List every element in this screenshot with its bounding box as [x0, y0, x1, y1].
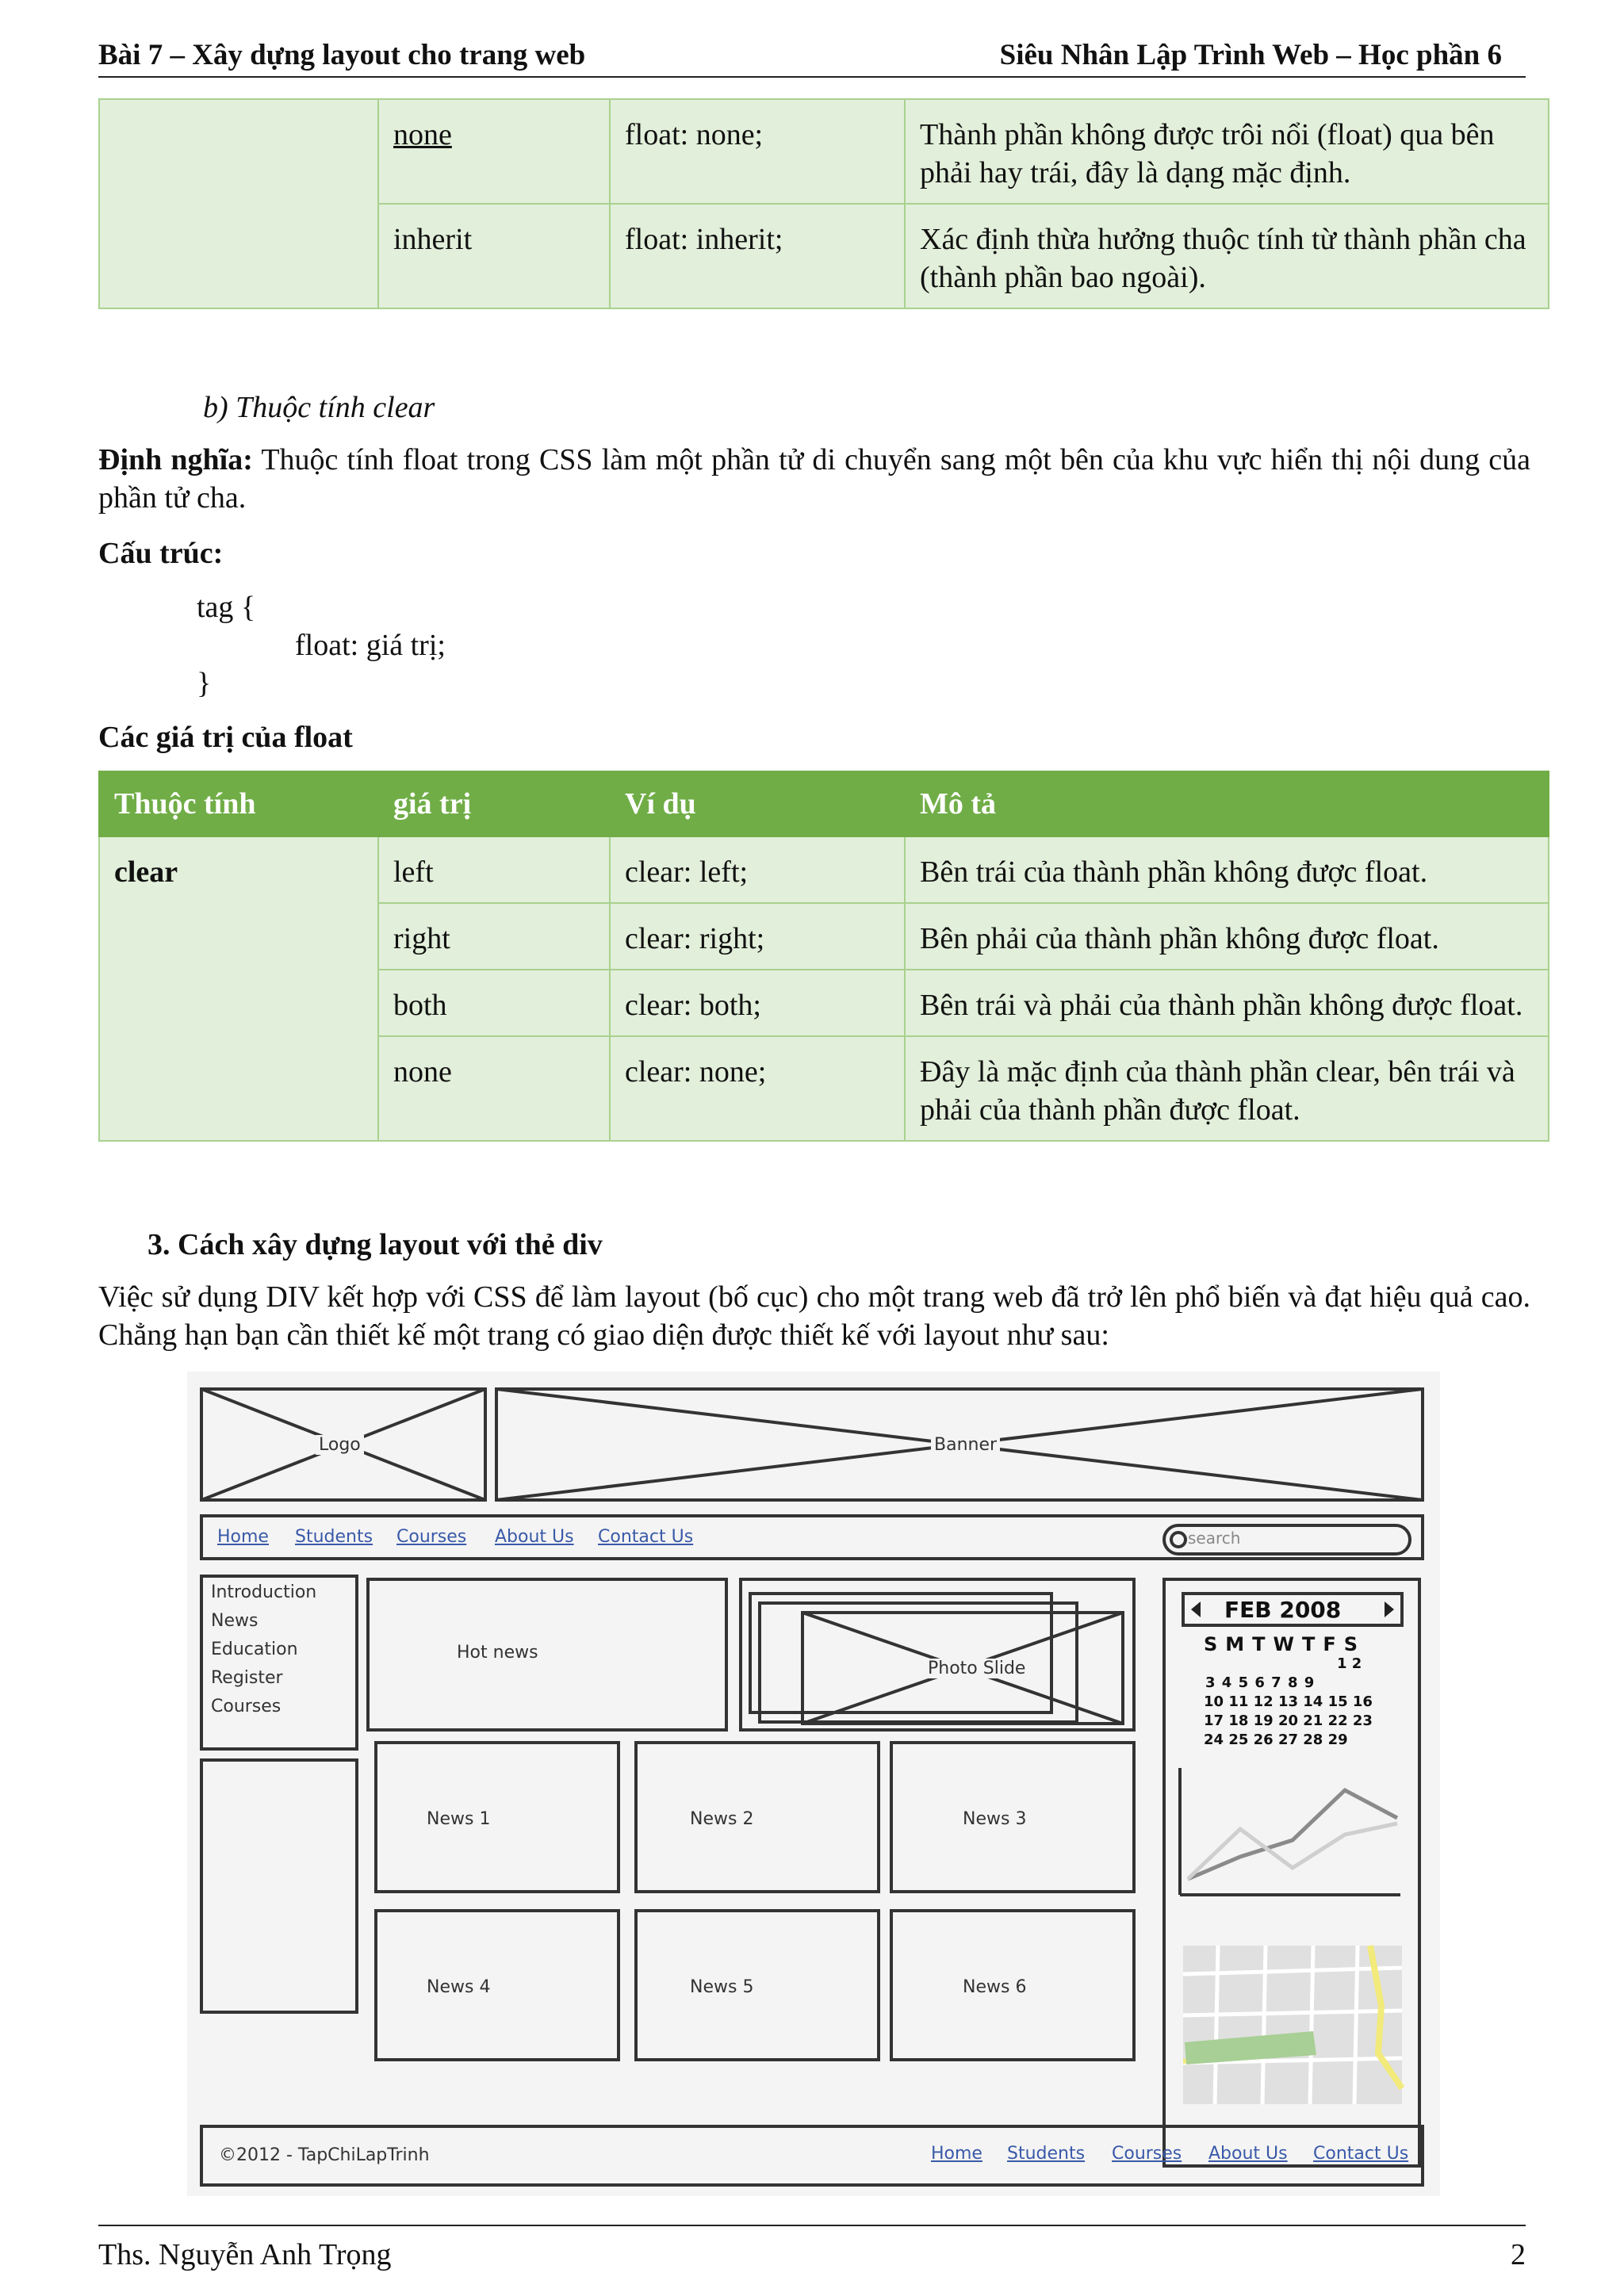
table-cell-example: clear: right;	[610, 903, 905, 970]
news-5-label: News 5	[690, 1977, 754, 1997]
table-cell-example: clear: left;	[610, 836, 905, 903]
table-row	[99, 836, 1549, 903]
table-cell-description: Bên trái và phải của thành phần không được float.	[905, 970, 1549, 1036]
section-3-paragraph: Việc sử dụng DIV kết hợp với CSS để làm layout (bố cục) cho một trang web đã trở lên phổ biến và đạt hiệu quả cao. Chẳng hạn bạn cần thiết kế một trang có giao diện được thiết kế với layout như sau:	[98, 1280, 1530, 1352]
header-property: Thuộc tính	[99, 771, 378, 836]
table-cell-value: inherit	[378, 204, 610, 308]
sidebar-item-courses: Courses	[211, 1697, 282, 1716]
copyright-text: ©2012 - TapChiLapTrinh	[219, 2145, 430, 2165]
nav-link-students[interactable]: Students	[295, 1527, 373, 1547]
nav-link-home[interactable]: Home	[217, 1527, 269, 1547]
nav-link-contact-us[interactable]: Contact Us	[598, 1527, 694, 1547]
header-description: Mô tả	[905, 771, 1549, 836]
code-line-3: }	[197, 667, 212, 700]
calendar-row-5: 24 25 26 27 28 29	[1204, 1732, 1348, 1748]
table-cell-value: left	[378, 836, 610, 903]
news-6-label: News 6	[963, 1977, 1027, 1997]
calendar-row-4: 17 18 19 20 21 22 23	[1204, 1712, 1373, 1729]
wireframe-drawing	[187, 1372, 1440, 2196]
header-course-title: Siêu Nhân Lập Trình Web – Học phần 6	[999, 39, 1502, 71]
table-cell-example: clear: none;	[610, 1036, 905, 1141]
sidebar-empty-box	[201, 1760, 357, 2012]
news-2-box	[636, 1743, 879, 1892]
section-b-heading: b) Thuộc tính clear	[203, 391, 435, 424]
table-cell-description: Đây là mặc định của thành phần clear, bên trái và phải của thành phần được float.	[905, 1036, 1549, 1141]
table-cell-example: clear: both;	[610, 970, 905, 1036]
header-value: giá trị	[378, 771, 610, 836]
sidebar-item-register: Register	[211, 1668, 283, 1688]
float-values-table-continued	[98, 98, 1549, 309]
code-line-2: float: giá trị;	[295, 629, 446, 662]
footer-link-contact-us[interactable]: Contact Us	[1313, 2144, 1409, 2164]
nav-link-about-us[interactable]: About Us	[495, 1527, 574, 1547]
calendar-row-2: 3 4 5 6 7 8 9	[1205, 1674, 1315, 1691]
header-lesson-title: Bài 7 – Xây dựng layout cho trang web	[98, 39, 586, 71]
chart-line-light	[1188, 1823, 1397, 1879]
table-cell-property: clear	[99, 836, 378, 1141]
table-cell-value: both	[378, 970, 610, 1036]
table-cell-description: Thành phần không được trôi nổi (float) qua bên phải hay trái, đây là dạng mặc định.	[905, 99, 1549, 204]
table-header-row	[99, 771, 1549, 836]
calendar-weekdays: SMTWTFS	[1204, 1633, 1366, 1655]
values-label: Các giá trị của float	[98, 721, 353, 754]
clear-values-table	[98, 771, 1549, 1142]
footer-link-about-us[interactable]: About Us	[1208, 2144, 1288, 2164]
photo-slide-label: Photo Slide	[925, 1659, 1028, 1678]
table-cell-example: float: none;	[610, 99, 905, 204]
news-1-label: News 1	[427, 1809, 491, 1829]
page-header	[98, 35, 1526, 78]
footer-link-courses[interactable]: Courses	[1112, 2144, 1182, 2164]
news-5-box	[636, 1911, 879, 2060]
table-cell-example: float: inherit;	[610, 204, 905, 308]
hot-news-label: Hot news	[457, 1643, 538, 1663]
table-cell-description: Xác định thừa hưởng thuộc tính từ thành phần cha (thành phần bao ngoài).	[905, 204, 1549, 308]
table-cell-description: Bên trái của thành phần không được float.	[905, 836, 1549, 903]
sidebar-item-education: Education	[211, 1640, 298, 1659]
header-example: Ví dụ	[610, 771, 905, 836]
calendar-row-3: 10 11 12 13 14 15 16	[1204, 1693, 1373, 1710]
sidebar-item-introduction: Introduction	[211, 1582, 317, 1602]
section-3-heading: 3. Cách xây dựng layout với thẻ div	[147, 1228, 603, 1261]
hot-news-box	[368, 1579, 726, 1730]
calendar-row-1: 1 2	[1337, 1655, 1362, 1672]
definition-paragraph	[98, 441, 1530, 517]
code-line-1: tag {	[197, 591, 256, 624]
news-4-box	[376, 1911, 619, 2060]
table-cell-description: Bên phải của thành phần không được float.	[905, 903, 1549, 970]
table-cell-value: right	[378, 903, 610, 970]
structure-label: Cấu trúc:	[98, 537, 224, 570]
footer-link-students[interactable]: Students	[1007, 2144, 1086, 2164]
news-3-label: News 3	[963, 1809, 1027, 1829]
definition-text: Thuộc tính float trong CSS làm một phần tử di chuyển sang một bên của khu vực hiển thị nội dung của phần tử cha.	[98, 443, 1530, 515]
search-placeholder: search	[1188, 1529, 1241, 1548]
table-cell-property-empty	[99, 99, 378, 308]
footer-link-home[interactable]: Home	[931, 2144, 982, 2164]
table-row	[99, 99, 1549, 204]
table-cell-value: none	[378, 99, 610, 204]
nav-link-courses[interactable]: Courses	[396, 1527, 467, 1547]
footer-author: Ths. Nguyễn Anh Trọng	[98, 2238, 392, 2271]
news-2-label: News 2	[690, 1809, 754, 1829]
calendar-title: FEB 2008	[1224, 1597, 1342, 1623]
layout-wireframe-image	[187, 1372, 1440, 2196]
logo-label: Logo	[316, 1435, 364, 1455]
news-1-box	[376, 1743, 619, 1892]
news-4-label: News 4	[427, 1977, 491, 1997]
sidebar-item-news: News	[211, 1611, 259, 1631]
page-number: 2	[1511, 2238, 1526, 2271]
definition-label: Định nghĩa:	[98, 443, 253, 476]
footer-divider	[98, 2225, 1526, 2226]
banner-label: Banner	[931, 1435, 1000, 1455]
table-cell-value: none	[378, 1036, 610, 1141]
